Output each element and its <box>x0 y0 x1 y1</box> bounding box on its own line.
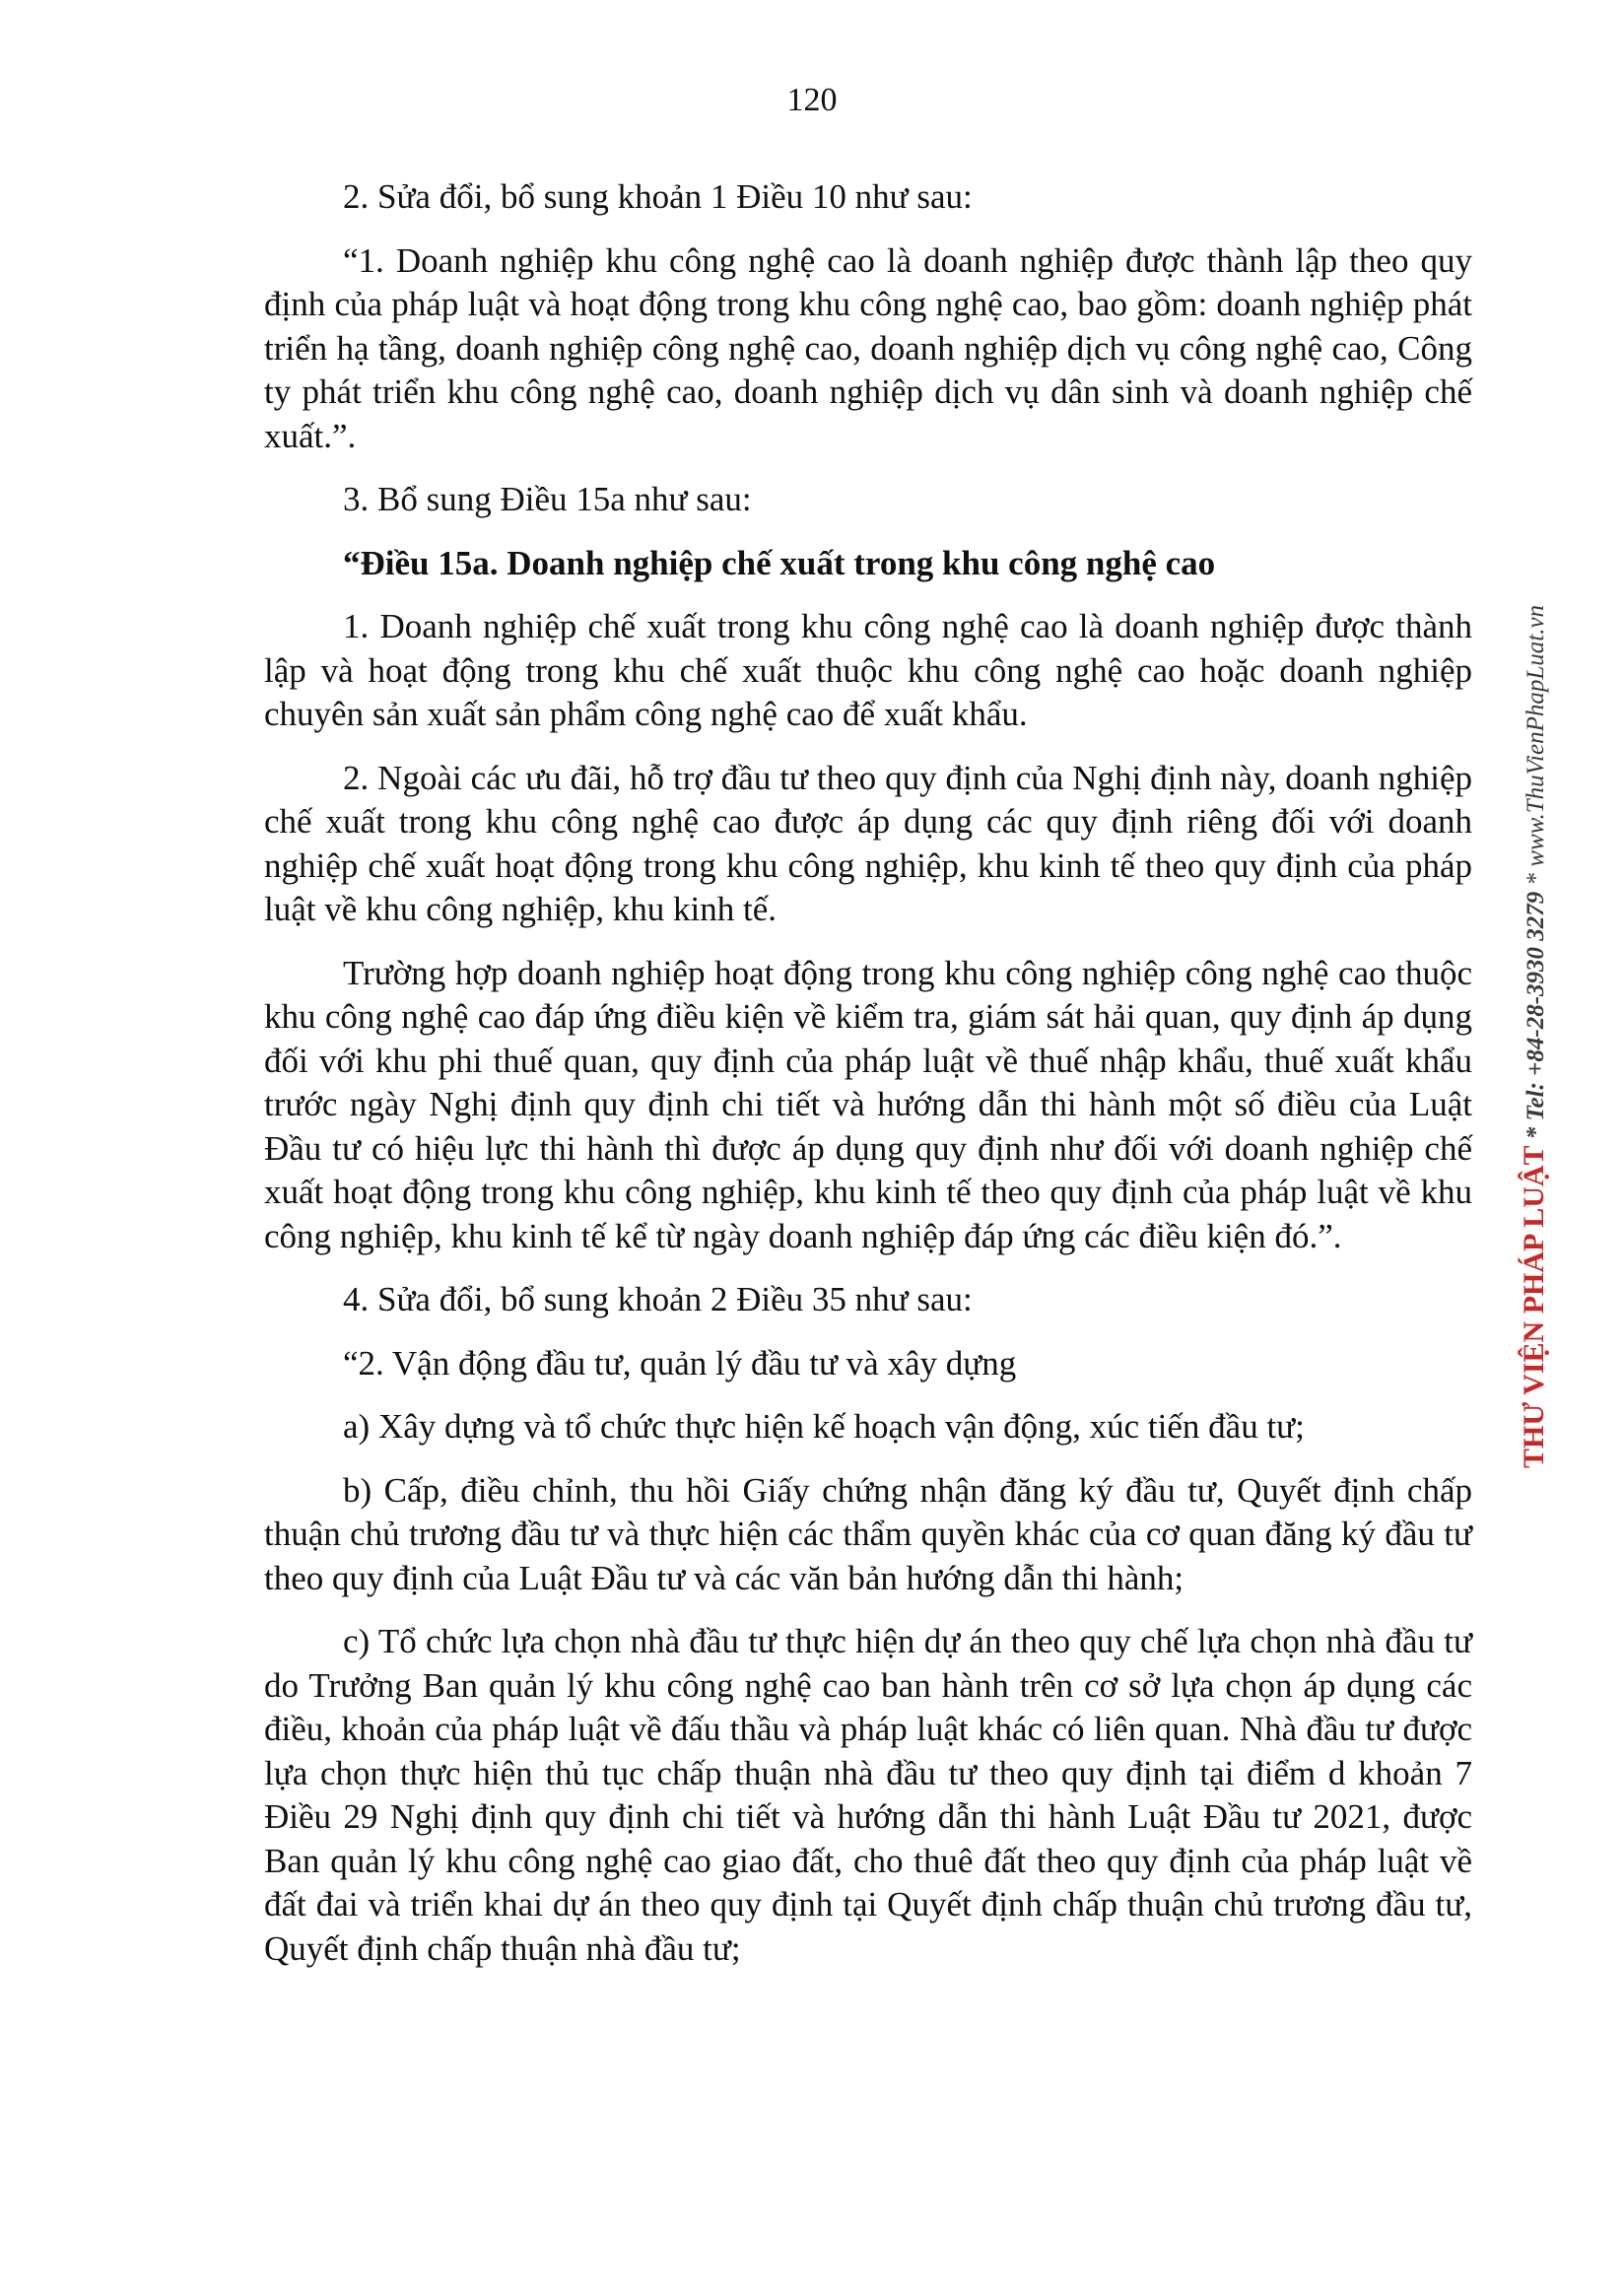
point-b: b) Cấp, điều chỉnh, thu hồi Giấy chứng nhận đăng ký đầu tư, Quyết định chấp thuận chủ trương đầu tư và thực hiện các thẩm quyền khác của cơ quan đăng ký đầu tư theo quy định của Luật Đầu tư và các văn bản hướng dẫn thi hành; <box>264 1470 1472 1597</box>
side-watermark <box>1520 605 1551 1468</box>
watermark-brand: THƯ VIỆN PHÁP LUẬT <box>1518 1145 1550 1468</box>
article-15a-clause-2: 2. Ngoài các ưu đãi, hỗ trợ đầu tư theo quy định của Nghị định này, doanh nghiệp chế xuất trong khu công nghệ cao được áp dụng các quy định riêng đối với doanh nghiệp chế xuất hoạt động trong khu công nghiệp, khu kinh tế theo quy định của pháp luật về khu công nghiệp, khu kinh tế. <box>264 758 1472 928</box>
quoted-clause-2: “2. Vận động đầu tư, quản lý đầu tư và xây dựng <box>343 1343 1017 1383</box>
page-number: 120 <box>786 82 838 118</box>
article-15a-clause-1: 1. Doanh nghiệp chế xuất trong khu công nghệ cao là doanh nghiệp được thành lập và hoạt động trong khu chế xuất thuộc khu công nghệ cao hoặc doanh nghiệp chuyên sản xuất sản phẩm công nghệ cao để xuất khẩu. <box>264 607 1472 733</box>
amendment-item-4: 4. Sửa đổi, bổ sung khoản 2 Điều 35 như sau: <box>343 1280 973 1318</box>
watermark-site: * www.ThuVienPhapLuat.vn <box>1522 604 1549 886</box>
article-15a-heading: “Điều 15a. Doanh nghiệp chế xuất trong khu công nghệ cao <box>343 543 1216 582</box>
amendment-item-2: 2. Sửa đổi, bổ sung khoản 1 Điều 10 như sau: <box>343 177 973 216</box>
watermark-phone: * Tel: +84-28-3930 3279 <box>1522 891 1549 1140</box>
point-a: a) Xây dựng và tổ chức thực hiện kế hoạch vận động, xúc tiến đầu tư; <box>343 1407 1305 1446</box>
quoted-clause-1: “1. Doanh nghiệp khu công nghệ cao là doanh nghiệp được thành lập theo quy định của pháp luật và hoạt động trong khu công nghệ cao, bao gồm: doanh nghiệp phát triển hạ tầng, doanh nghiệp công nghệ cao, doanh nghiệp dịch vụ công nghệ cao, Công ty phát triển khu công nghệ cao, doanh nghiệp dịch vụ dân sinh và doanh nghiệp chế xuất.”. <box>264 240 1472 455</box>
amendment-item-3: 3. Bổ sung Điều 15a như sau: <box>343 480 752 518</box>
document-body <box>264 175 1472 1990</box>
point-c: c) Tổ chức lựa chọn nhà đầu tư thực hiện dự án theo quy chế lựa chọn nhà đầu tư do Trưởng Ban quản lý khu công nghệ cao ban hành trên cơ sở lựa chọn áp dụng các điều, khoản của pháp luật về đấu thầu và pháp luật khác có liên quan. Nhà đầu tư được lựa chọn thực hiện thủ tục chấp thuận nhà đầu tư theo quy định tại điểm d khoản 7 Điều 29 Nghị định quy định chi tiết và hướng dẫn thi hành Luật Đầu tư 2021, được Ban quản lý khu công nghệ cao giao đất, cho thuê đất theo quy định của pháp luật về đất đai và triển khai dự án theo quy định tại Quyết định chấp thuận chủ trương đầu tư, Quyết định chấp thuận nhà đầu tư; <box>264 1622 1472 1968</box>
article-15a-special-case: Trường hợp doanh nghiệp hoạt động trong khu công nghiệp công nghệ cao thuộc khu công nghệ cao đáp ứng điều kiện về kiểm tra, giám sát hải quan, quy định áp dụng đối với khu phi thuế quan, quy định của pháp luật về thuế nhập khẩu, thuế xuất khẩu trước ngày Nghị định quy định chi tiết và hướng dẫn thi hành một số điều của Luật Đầu tư có hiệu lực thi hành thì được áp dụng quy định như đối với doanh nghiệp chế xuất hoạt động trong khu công nghiệp, khu kinh tế theo quy định của pháp luật về khu công nghiệp, khu kinh tế kể từ ngày doanh nghiệp đáp ứng các điều kiện đó.”. <box>264 953 1472 1255</box>
